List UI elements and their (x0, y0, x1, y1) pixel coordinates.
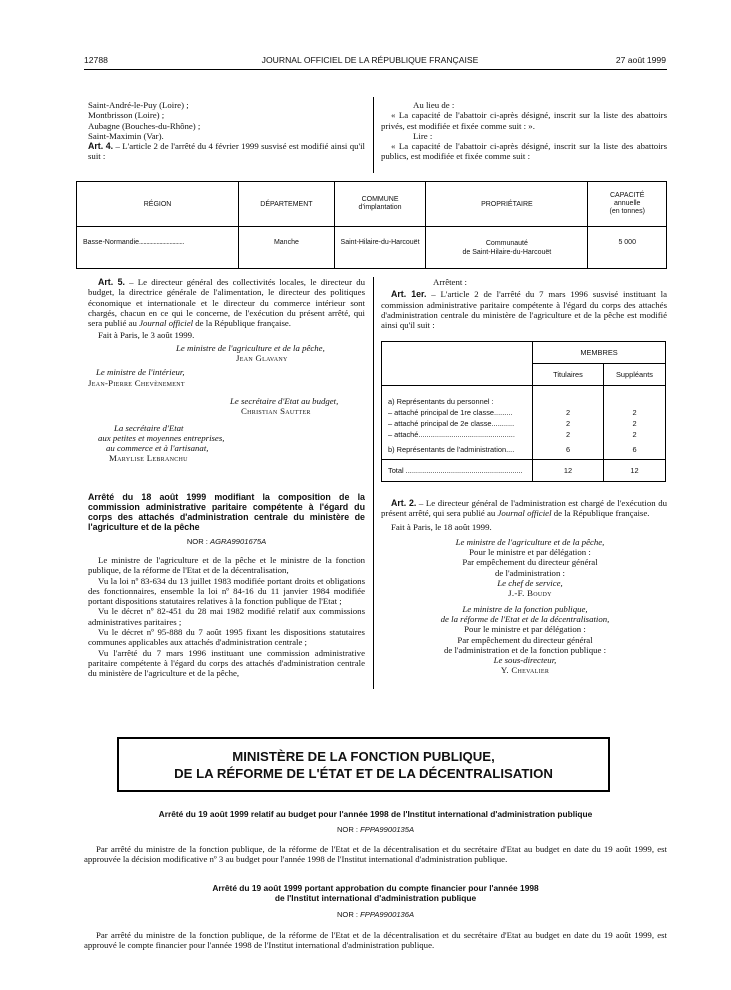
commune-line: Aubagne (Bouches-du-Rhône) ; (88, 120, 201, 131)
au-lieu-de: Au lieu de : (413, 100, 455, 110)
article-2: Art. 2. – Le directeur général de l'administration est chargé de l'exécution du présent arrêté, qui sera publié au Journal officiel de la République française. (381, 498, 667, 519)
left-column (88, 277, 365, 464)
journal-title: JOURNAL OFFICIEL DE LA RÉPUBLIQUE FRANÇAISE (261, 55, 479, 65)
col-capacite: CAPACITÉ annuelle (en tonnes) (588, 182, 667, 227)
abattoir-table (76, 181, 667, 269)
cell-proprietaire: Communauté de Saint-Hilaire-du-Harcouët (426, 227, 588, 269)
signatory-name: Jean-Pierre Chevènement (88, 377, 185, 388)
visas (88, 555, 365, 679)
table-row: – attaché principal de 2e classe........... 2 2 (382, 418, 666, 429)
table-total-row: Total ......................................................... 12 12 (382, 460, 666, 482)
arrete-paragraph-2: Par arrêté du ministre de la fonction publique, de la réforme de l'Etat et de la décentralisation et du secrétaire d'Etat au budget en date du 19 août 1999, est approuvé le compte financier pour l'année 1998 de l'Institut international d'administration publique. (84, 930, 667, 951)
membres-table (381, 341, 666, 482)
signature-title: Le ministre de l'agriculture et de la pêche, (176, 342, 325, 353)
col-suppleants: Suppléants (616, 370, 653, 379)
arrete-title-1: Arrêté du 19 août 1999 relatif au budget pour l'année 1998 de l'Institut international d'administration publique (158, 809, 593, 819)
header-rule (84, 69, 667, 70)
page-number: 12788 (84, 55, 108, 65)
col-proprietaire: PROPRIÉTAIRE (426, 182, 588, 227)
signatory-name: J.-F. Boudy (508, 588, 552, 599)
arrete-title: Arrêté du 18 août 1999 modifiant la composition de la commission administrative paritaire compétente à l'égard du corps des attachés d'administration centrale du ministère de l'agriculture et de la pêche (88, 492, 365, 532)
arretent: Arrêtent : (433, 277, 467, 287)
nor-line: NOR : FPPA9900135A (336, 825, 415, 834)
cell-capacite: 5 000 (588, 227, 667, 269)
table-row: b) Représentants de l'administration.... 6 6 (382, 440, 666, 460)
visa-paragraph: Vu l'arrêté du 7 mars 1996 instituant une commission administrative paritaire compétente à l'égard du corps des attachés d'administration centrale du ministère de l'agriculture et de la pêche, (88, 647, 365, 679)
right-column-bottom (381, 498, 667, 676)
table-row (77, 227, 667, 269)
signatory-name: Christian Sautter (241, 406, 311, 417)
signature-title: de la réforme de l'Etat et de la décentralisation, (440, 613, 610, 624)
quote-2: « La capacité de l'abattoir ci-après désigné, inscrit sur la liste des abattoirs publics, est modifiée et fixée comme suit : (381, 141, 667, 162)
visa-paragraph: Le ministre de l'agriculture et de la pêche et le ministre de la fonction publique, de la réforme de l'Etat et de la décentralisation, (88, 555, 365, 576)
top-right-block (381, 100, 667, 162)
col-titulaires: Titulaires (533, 364, 604, 386)
lire: Lire : (413, 130, 433, 141)
nor-line: NOR : FPPA9900136A (336, 910, 415, 919)
signatory-name: Y. Chevalier (500, 665, 550, 676)
visa-paragraph: Vu le décret nº 95-888 du 7 août 1995 fixant les dispositions statutaires communes applicables aux attachés d'administration centrale ; (88, 627, 365, 648)
signature-title: Le ministre de l'agriculture et de la pêche, (455, 536, 605, 547)
signature-title: Le ministre de l'intérieur, (96, 367, 185, 378)
right-column-top (381, 277, 667, 330)
article-4-label: Art. 4. (88, 141, 114, 152)
ministry-line-2: DE LA RÉFORME DE L'ÉTAT ET DE LA DÉCENTRALISATION (174, 766, 553, 781)
arrete-title-2: Arrêté du 19 août 1999 portant approbation du compte financier pour l'année 1998 de l'Institut international d'administration publique (212, 883, 539, 903)
article-4: Art. 4. – L'article 2 de l'arrêté du 4 février 1999 susvisé est modifié ainsi qu'il suit : (88, 141, 366, 162)
signature-title: Le secrétaire d'Etat au budget, (230, 395, 339, 406)
col-departement: DÉPARTEMENT (239, 182, 335, 227)
commune-line: Saint-André-le-Puy (Loire) ; (88, 100, 189, 110)
signature-block-2: Le ministre de la fonction publique, de la réforme de l'Etat et de la décentralisation, Pour le ministre et par délégation : Par empêchement du directeur général de l'administration et de la fonction publique : Le sous-directeur, Y. Chevalier (381, 604, 667, 676)
col-commune: COMMUNE d'implantation (334, 182, 426, 227)
page-date: 27 août 1999 (615, 55, 666, 65)
quote-1: « La capacité de l'abattoir ci-après désigné, inscrit sur la liste des abattoirs privés, est modifiée et fixée comme suit : ». (381, 110, 667, 131)
signature-title: aux petites et moyennes entreprises, (98, 432, 225, 443)
signature-title: La secrétaire d'Etat (114, 422, 184, 433)
column-separator (373, 97, 374, 173)
ministry-line-1: MINISTÈRE DE LA FONCTION PUBLIQUE, (232, 749, 495, 764)
table-row: a) Représentants du personnel : (382, 396, 666, 407)
cell-departement: Manche (239, 227, 335, 269)
table-spacer (382, 386, 666, 396)
article-1: Art. 1er. – L'article 2 de l'arrêté du 7 mars 1996 susvisé instituant la commission administrative paritaire compétente à l'égard du corps des attachés d'administration centrale du ministère de l'agriculture et de la pêche est modifié ainsi qu'il suit : (381, 289, 667, 331)
nor-code: AGRA9901675A (210, 537, 267, 546)
column-separator (373, 277, 374, 689)
table-row: – attaché principal de 1re classe......... 2 2 (382, 407, 666, 418)
signature-title: Le ministre de la fonction publique, (462, 603, 588, 614)
commune-line: Saint-Maximin (Var). (88, 130, 164, 141)
cell-commune: Saint-Hilaire-du-Harcouët (334, 227, 426, 269)
nor-code: FPPA9900136A (360, 910, 415, 919)
fait-a-paris: Fait à Paris, le 18 août 1999. (391, 521, 492, 532)
fait-a-paris: Fait à Paris, le 3 août 1999. (98, 330, 195, 341)
table-row: – attaché............................................... 2 2 (382, 429, 666, 440)
signatory-name: Jean Glavany (236, 353, 288, 364)
visa-paragraph: Vu la loi nº 83-634 du 13 juillet 1983 modifiée portant droits et obligations des fonctionnaires, ensemble la loi nº 84-16 du 11 janvier 1984 modifiée portant dispositions statutaires relatives à la fonction publique de l'Etat ; (88, 575, 365, 607)
signature-title: au commerce et à l'artisanat, (106, 443, 209, 454)
table-header-row (77, 182, 667, 227)
nor-line: NOR : AGRA9901675A (186, 537, 267, 546)
col-membres: MEMBRES (533, 342, 666, 364)
table-header-row (382, 342, 666, 364)
cell-region: Basse-Normandie............................... (77, 227, 239, 269)
visa-paragraph: Vu le décret nº 82-451 du 28 mai 1982 modifié relatif aux commissions administratives paritaires ; (88, 606, 365, 627)
nor-code: FPPA9900135A (360, 825, 415, 834)
ministry-heading-box (117, 737, 610, 792)
arrete-paragraph-1: Par arrêté du ministre de la fonction publique, de la réforme de l'Etat et de la décentralisation et du secrétaire d'Etat au budget en date du 19 août 1999, est approuvée la décision modificative nº 3 au budget pour l'année 1998 de l'Institut international d'administration publique. (84, 844, 667, 865)
article-5: Art. 5. – Le directeur général des collectivités locales, le directeur du budget, la directrice générale de l'alimentation, le directeur des politiques économique et internationale et le directeur du commerce intérieur sont chargés, chacun en ce qui le concerne, de l'exécution du présent arrêté, qui sera publié au Journal officiel de la République française. (88, 277, 365, 329)
top-left-block (88, 100, 365, 162)
signature-block-1: Le ministre de l'agriculture et de la pêche, Pour le ministre et par délégation : Par empêchement du directeur général de l'administration : Le chef de service, J.-F. Boudy (381, 537, 667, 599)
commune-line: Montbrisson (Loire) ; (88, 110, 165, 121)
signatory-name: Marylise Lebranchu (109, 453, 188, 464)
col-region: RÉGION (77, 182, 239, 227)
